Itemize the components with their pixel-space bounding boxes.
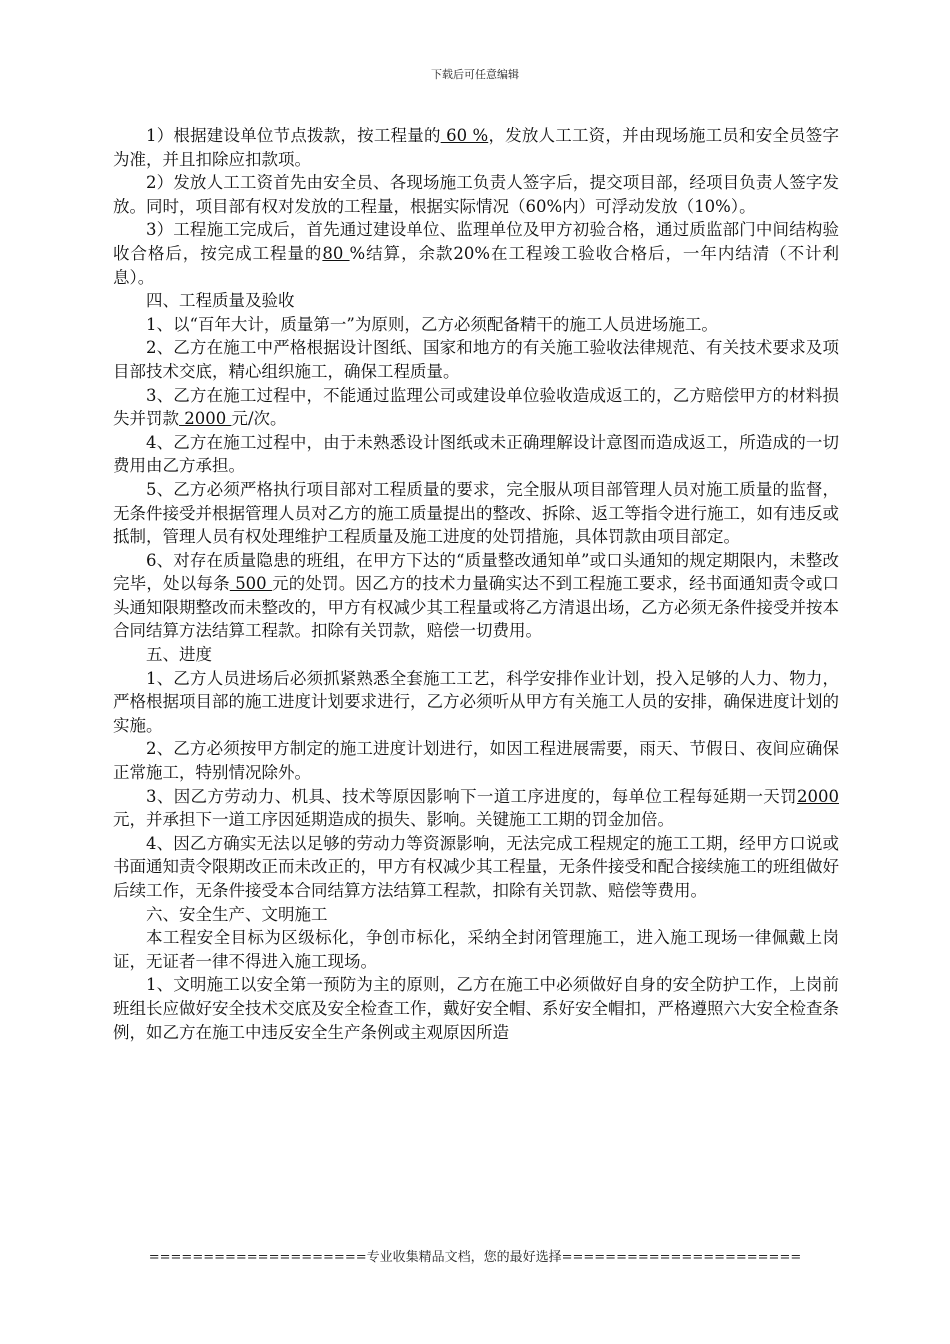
paragraph: 6、对存在质量隐患的班组，在甲方下达的“质量整改通知单”或口头通知的规定期限内，未整改完毕，处以每条 500 元的处罚。因乙方的技术力量确实达不到工程施工要求，经书面通知责令或口头通知限期整改而未整改的，甲方有权减少其工程量或将乙方清退出场，乙方必须无条件接受并按本合同结算方法结算工程款。扣除有关罚款，赔偿一切费用。 <box>113 550 840 641</box>
underlined-value: 80 <box>322 243 350 263</box>
paragraph: 2、乙方必须按甲方制定的施工进度计划进行，如因工程进展需要，雨天、节假日、夜间应确保正常施工，特别情况除外。 <box>113 739 839 783</box>
underlined-value: 2000 <box>797 786 839 806</box>
paragraph: 3、乙方在施工过程中，不能通过监理公司或建设单位验收造成返工的，乙方赔偿甲方的材料损失并罚款 2000 元/次。 <box>113 385 839 429</box>
section-heading: 四、工程质量及验收 <box>146 291 295 311</box>
page-header: 下载后可任意编辑 <box>431 68 519 81</box>
paragraph: 1、文明施工以安全第一预防为主的原则，乙方在施工中必须做好自身的安全防护工作，上岗前班组长应做好安全技术交底及安全检查工作，戴好安全帽、系好安全帽扣，严格遵照六大安全检查条例，如乙方在施工中违反安全生产条例或主观原因所造 <box>113 975 839 1042</box>
paragraph: 3）工程施工完成后，首先通过建设单位、监理单位及甲方初验合格，通过质监部门中间结构验收合格后，按完成工程量的80 %结算，余款20%在工程竣工验收合格后，一年内结清（不计利息）。 <box>113 220 839 287</box>
paragraph: 4、因乙方确实无法以足够的劳动力等资源影响，无法完成工程规定的施工工期，经甲方口说或书面通知责令限期改正而未改正的，甲方有权减少其工程量，无条件接受和配合接续施工的班组做好后续工作，无条件接受本合同结算方法结算工程款，扣除有关罚款、赔偿等费用。 <box>113 833 839 900</box>
underlined-value: 60 % <box>440 126 489 145</box>
paragraph: 本工程安全目标为区级标化，争创市标化，采纳全封闭管理施工，进入施工现场一律佩戴上岗证，无证者一律不得进入施工现场。 <box>113 928 839 971</box>
section-heading: 六、安全生产、文明施工 <box>146 904 328 924</box>
section-heading: 五、进度 <box>146 645 212 665</box>
underlined-value: 2000 <box>179 409 232 429</box>
paragraph: 1、以“百年大计，质量第一”为原则，乙方必须配备精干的施工人员进场施工。 <box>146 314 718 334</box>
paragraph: 5、乙方必须严格执行项目部对工程质量的要求，完全服从项目部管理人员对施工质量的监督，无条件接受并根据管理人员对乙方的施工质量提出的整改、拆除、返工等指令进行施工，如有违反或抵制，管理人员有权处理维护工程质量及施工进度的处罚措施，具体罚款由项目部定。 <box>113 479 839 547</box>
paragraph: 2）发放人工工资首先由安全员、各现场施工负责人签字后，提交项目部，经项目负责人签字发放。同时，项目部有权对发放的工程量，根据实际情况（60%内）可浮动发放（10%）。 <box>113 173 839 216</box>
paragraph: 3、因乙方劳动力、机具、技术等原因影响下一道工序进度的，每单位工程每延期一天罚2000元，并承担下一道工序因延期造成的损失、影响。关键施工工期的罚金加倍。 <box>113 786 839 830</box>
document-body <box>113 124 839 1044</box>
paragraph: 2、乙方在施工中严格根据设计图纸、国家和地方的有关施工验收法律规范、有关技术要求及项目部技术交底，精心组织施工，确保工程质量。 <box>113 338 839 381</box>
paragraph: 1）根据建设单位节点拨款，按工程量的 60 %，发放人工工资，并由现场施工员和安全员签字为准，并且扣除应扣款项。 <box>113 126 839 169</box>
paragraph: 1、乙方人员进场后必须抓紧熟悉全套施工工艺，科学安排作业计划，投入足够的人力、物力，严格根据项目部的施工进度计划要求进行，乙方必须听从甲方有关施工人员的安排，确保进度计划的实施。 <box>113 668 839 735</box>
paragraph: 4、乙方在施工过程中，由于未熟悉设计图纸或未正确理解设计意图而造成返工，所造成的一切费用由乙方承担。 <box>113 432 839 476</box>
page-footer: ====================专业收集精品文档，您的最好选择====================== <box>148 1250 802 1265</box>
underlined-value: 500 <box>229 574 273 594</box>
